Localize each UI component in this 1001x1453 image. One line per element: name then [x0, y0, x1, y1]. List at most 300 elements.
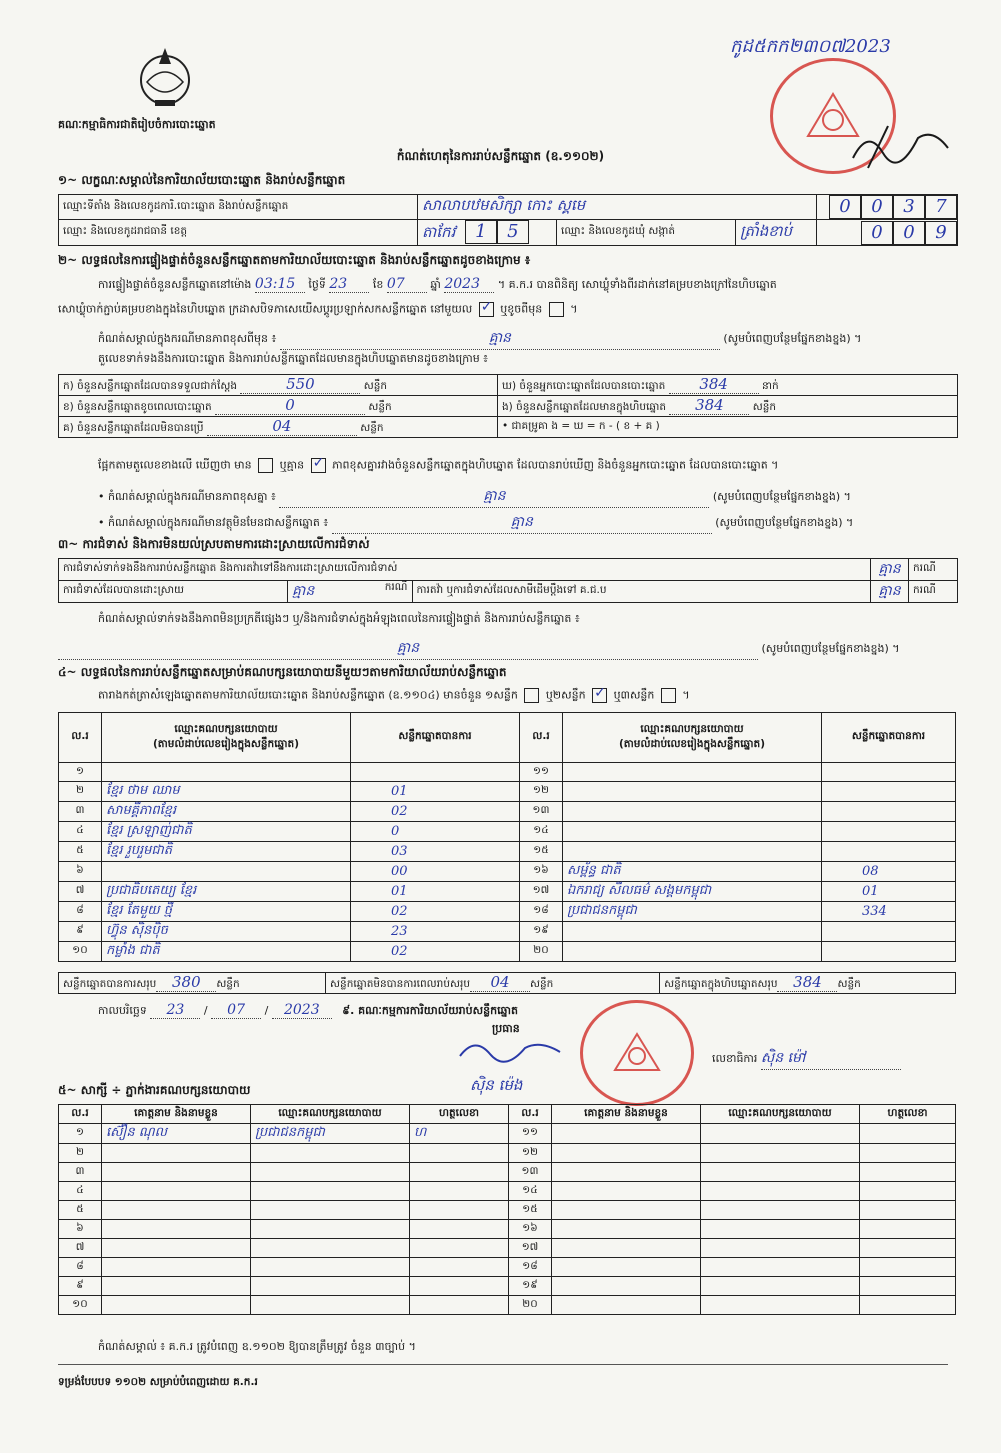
section5-footer-note: កំណត់សម្គាល់ ៖ គ.ក.រ ត្រូវបំពេញ ឧ.១១០២ ឱ្យបានត្រឹមត្រូវ ចំនួន ៣ច្បាប់ ។	[98, 1340, 416, 1353]
total-box-value: 384	[777, 973, 837, 992]
valid-votes: 334	[822, 902, 956, 922]
secretary-label: លេខាធិការ	[712, 1052, 758, 1065]
witness-party	[701, 1124, 860, 1144]
col-name: គោត្តនាម និងនាមខ្លួន	[552, 1105, 701, 1124]
bullet2-value: គ្មាន	[332, 512, 712, 534]
official-stamp-bottom	[580, 1000, 694, 1106]
valid-votes	[822, 802, 956, 822]
witness-row	[59, 1296, 956, 1315]
unit: ករណី	[384, 581, 408, 593]
separator-line	[58, 1364, 948, 1365]
row-no: ៣	[59, 802, 102, 822]
witness-name	[552, 1124, 701, 1144]
witness-name	[102, 1182, 251, 1201]
page-title: កំណត់ហេតុនៃការរាប់សន្លឹកឆ្នោត (ឧ.១១០២)	[396, 149, 605, 163]
witness-party	[701, 1220, 860, 1239]
witness-row	[59, 1239, 956, 1258]
row-no: ១៩	[509, 1277, 552, 1296]
bullet1-value: គ្មាន	[279, 486, 709, 508]
valid-votes: 0	[351, 822, 520, 842]
witness-signature	[410, 1182, 509, 1201]
party-name: ខ្មែរ ស្រឡាញ់ជាតិ	[102, 822, 351, 842]
valid-votes	[351, 763, 520, 782]
verification-time-line	[98, 276, 958, 294]
valid-votes: 01	[351, 882, 520, 902]
row-no: ១៣	[509, 1163, 552, 1182]
valid-votes	[822, 822, 956, 842]
witness-party	[251, 1239, 410, 1258]
witness-signature	[860, 1124, 956, 1144]
witness-signature	[410, 1163, 509, 1182]
witness-row	[59, 1124, 956, 1144]
witness-name	[552, 1182, 701, 1201]
party-name: កម្លាំង ជាតិ	[102, 942, 351, 962]
witness-signature	[410, 1144, 509, 1163]
row-no: ១១	[520, 763, 563, 782]
section3-suffix: (សូមបំពេញបន្ថែមផ្នែកខាងខ្នង) ។	[761, 642, 900, 655]
section1-table	[58, 194, 958, 246]
objection-value: គ្មាន	[871, 559, 909, 581]
row-no: ១២	[509, 1144, 552, 1163]
numbers-row	[59, 396, 958, 417]
witness-signature	[410, 1277, 509, 1296]
row-no: ៧	[59, 882, 102, 902]
results-row	[59, 922, 956, 942]
witness-row	[59, 1201, 956, 1220]
row-no: ១១	[509, 1124, 552, 1144]
row-no: ១៧	[520, 882, 563, 902]
row-label: ឃ) ចំនួនអ្នកបោះឆ្នោតដែលបានបោះឆ្នោត	[502, 380, 666, 392]
secretary-line	[712, 1048, 901, 1070]
col-party	[563, 713, 822, 763]
results-row	[59, 942, 956, 962]
chair-signature	[455, 1036, 565, 1069]
witness-signature	[410, 1239, 509, 1258]
compare-mid: ឬគ្មាន	[279, 458, 305, 472]
row-label: គ) ចំនួនសន្លឹកឆ្នោតដែលមិនបានប្រើ	[63, 422, 204, 434]
committee-label: ៩. គណៈកម្មការការិយាល័យរាប់សន្លឹកឆ្នោត	[342, 1004, 519, 1017]
party-name: ប្រជាធិបតេយ្យ ខ្មែរ	[102, 882, 351, 902]
year-label: ឆ្នាំ	[430, 278, 441, 291]
province-name: តាកែវ	[422, 223, 456, 241]
no-difference-checkbox[interactable]	[311, 458, 326, 473]
code-digit: 0	[861, 221, 893, 245]
attach-line: តារាងកត់ត្រាសំឡេងឆ្នោតតាមការិយាល័យបោះឆ្នោត និងរាប់សន្លឹកឆ្នោត (ឧ.១១០៤) មានចំនួន ១សន្លឹក ឬ២សន្លឹក ✓ ឬ៣សន្លឹក ។	[98, 688, 690, 705]
note-suffix: (សូមបំពេញបន្ថែមផ្នែកខាងខ្នង) ។	[723, 332, 862, 345]
total-box	[660, 973, 956, 994]
row-no: ១៨	[509, 1258, 552, 1277]
valid-votes: 01	[351, 782, 520, 802]
valid-votes: 08	[822, 862, 956, 882]
code-digit: 3	[893, 195, 925, 219]
section3-note: កំណត់សម្គាល់ទាក់ទងនឹងភាពមិនប្រក្រតីផ្សេងៗ ឬ/និងការជំទាស់ក្នុងអំឡុងពេលនៃការផ្ទៀងផ្ទាត់ និងការរាប់សន្លឹកឆ្នោត ៖	[98, 612, 580, 625]
section5-heading: ៥~ សាក្សី ÷ ភ្នាក់ងារគណបក្សនយោបាយ	[58, 1083, 251, 1097]
party-name: ហ៊្វុន ស៊ិនប៉ិច	[102, 922, 351, 942]
witness-name	[552, 1201, 701, 1220]
commune-value: ត្រាំងខាប់	[736, 220, 817, 246]
valid-votes: 02	[351, 902, 520, 922]
valid-votes: 00	[351, 862, 520, 882]
witness-row	[59, 1144, 956, 1163]
row-no: ១០	[59, 1296, 102, 1315]
row-no: ៨	[59, 1258, 102, 1277]
row-no: ១	[59, 763, 102, 782]
row-no: ១	[59, 1124, 102, 1144]
province-value	[418, 220, 557, 246]
witness-name	[102, 1258, 251, 1277]
results-row	[59, 763, 956, 782]
date-line: កាលបរិច្ឆេទ 23 / 07 / 2023 ៩. គណៈកម្មការការិយាល័យរាប់សន្លឹកឆ្នោត	[98, 1002, 519, 1018]
total-invalid	[326, 973, 660, 994]
witness-signature	[860, 1277, 956, 1296]
year-value: 2023	[444, 276, 494, 293]
party-name: ខ្មែរ រួបរួមជាតិ	[102, 842, 351, 862]
received-ballots-value: 550	[240, 375, 360, 394]
code-digit: 9	[925, 221, 957, 245]
total-valid-value: 380	[156, 973, 216, 992]
row-no: ១៧	[509, 1239, 552, 1258]
valid-votes	[822, 942, 956, 962]
witness-name	[102, 1296, 251, 1315]
date-month: 07	[211, 1002, 261, 1019]
unit: ករណី	[909, 559, 958, 581]
valid-votes	[822, 782, 956, 802]
witness-signature	[860, 1220, 956, 1239]
col-party-title: ឈ្មោះគណបក្សនយោបាយ	[640, 722, 744, 735]
section3-note-line	[58, 638, 958, 660]
valid-votes: 02	[351, 802, 520, 822]
row-no: ១៤	[509, 1182, 552, 1201]
one-sheet-checkbox[interactable]	[524, 688, 539, 703]
compare-rest: ភាពខុសគ្នារវាងចំនួនសន្លឹកឆ្នោតក្នុងហិបឆ្នោត ដែលបានរាប់ឃើញ និងចំនួនអ្នកបោះឆ្នោត ដែលបានបោះឆ្នោត ។	[332, 458, 779, 472]
complaint-label: ការតវ៉ា ឬការជំទាស់ដែលសាមីដើមប្ដឹងទៅ គ.ជ.ប	[412, 581, 871, 603]
month-label: ខែ	[372, 278, 384, 291]
bullet2-line	[98, 512, 968, 534]
numbers-intro: តួលេខទាក់ទងនឹងការបោះឆ្នោត និងការរាប់សន្លឹកឆ្នោតដែលមានក្នុងហិបឆ្នោតមានដូចខាងក្រោម ៖	[98, 352, 489, 365]
ballots-in-box-value: 384	[669, 396, 749, 415]
section2-heading: ២~ លទ្ធផលនៃការផ្ទៀងផ្ទាត់ចំនួនសន្លឹកឆ្នោតតាមការិយាល័យបោះឆ្នោត និងរាប់សន្លឹកឆ្នោតដូចខាងក្រោម ៖	[58, 253, 531, 267]
valid-votes	[822, 763, 956, 782]
col-no: ល.រ	[59, 713, 102, 763]
witness-name	[102, 1163, 251, 1182]
note-label: កំណត់សម្គាល់ក្នុងករណីមានភាពខុសពីមុន ៖	[98, 332, 277, 345]
attach-opt2: ឬ២សន្លឹក	[545, 688, 586, 702]
witness-signature	[860, 1296, 956, 1315]
party-name: ខ្មែរ តែមួយ ថ្មី	[102, 902, 351, 922]
code-digit: 7	[925, 195, 957, 219]
witness-party	[701, 1163, 860, 1182]
unused-ballots-value: 04	[207, 417, 357, 436]
witness-signature	[860, 1239, 956, 1258]
bullet1-label: • កំណត់សម្គាល់ក្នុងករណីមានភាពខុសគ្នា ៖	[98, 490, 276, 503]
unit: សន្លឹក	[752, 401, 777, 413]
valid-votes: 02	[351, 942, 520, 962]
row-label: ក) ចំនួនសន្លឹកឆ្នោតដែលបានទទួលជាក់ស្ដែង	[63, 380, 238, 392]
col-party-sub: (តាមលំដាប់លេខរៀងក្នុងសន្លឹកឆ្នោត)	[618, 737, 766, 750]
witness-row	[59, 1163, 956, 1182]
code-digit: 0	[861, 195, 893, 219]
col-no: ល.រ	[509, 1105, 552, 1124]
results-row	[59, 882, 956, 902]
witness-name: ស៊ឿន ណុល	[102, 1124, 251, 1144]
time-label: ការផ្ទៀងផ្ទាត់ចំនួនសន្លឹកឆ្នោតនៅម៉ោង	[98, 278, 252, 291]
col-no: ល.រ	[59, 1105, 102, 1124]
row-no: ១៥	[520, 842, 563, 862]
witness-party	[701, 1182, 860, 1201]
unit: សន្លឹក	[837, 978, 861, 990]
witness-row	[59, 1258, 956, 1277]
results-row	[59, 782, 956, 802]
col-votes: សន្លឹកឆ្នោតបានការ	[822, 713, 956, 763]
province-digit: 1	[465, 220, 497, 244]
results-row	[59, 842, 956, 862]
witness-row	[59, 1220, 956, 1239]
witness-signature	[410, 1201, 509, 1220]
results-row	[59, 862, 956, 882]
witness-row	[59, 1277, 956, 1296]
witness-signature	[860, 1144, 956, 1163]
section4-heading: ៤~ លទ្ធផលនៃការរាប់សន្លឹកឆ្នោតសម្រាប់គណបក្សនយោបាយនីមួយៗតាមការិយាល័យរាប់សន្លឹកឆ្នោត	[58, 665, 507, 679]
spoiled-ballots-value: 0	[215, 396, 365, 415]
witness-party	[251, 1201, 410, 1220]
damaged-label: ឬខូចពីមុន	[500, 302, 543, 316]
section1-heading: ១~ លក្ខណៈសម្គាល់នៃការិយាល័យបោះឆ្នោត និងរាប់សន្លឹកឆ្នោត	[58, 173, 346, 187]
col-party-sub: (តាមលំដាប់លេខរៀងក្នុងសន្លឹកឆ្នោត)	[152, 737, 300, 750]
section3-note-value: គ្មាន	[58, 638, 758, 660]
witness-party	[701, 1239, 860, 1258]
attach-opt3: ឬ៣សន្លឹក	[613, 688, 655, 702]
party-name	[102, 763, 351, 782]
para1-line2-text: សោឃ្លុំចាក់ភ្ជាប់គម្របខាងក្នុងនៃហិបឆ្នោត ក្រដាសបិទភាសេយើសប្ដូរប្រឡាក់សកសន្លឹកឆ្នោត នៅមួយល	[58, 302, 473, 316]
damaged-checkbox[interactable]	[549, 302, 564, 317]
difference-note-line	[98, 328, 958, 350]
witness-signature	[410, 1220, 509, 1239]
witness-signature	[410, 1258, 509, 1277]
form-footer: ទម្រង់បែបបទ ១១០២ សម្រាប់បំពេញដោយ គ.ក.រ	[58, 1376, 258, 1388]
row-no: ៦	[59, 1220, 102, 1239]
row-no: ៥	[59, 1201, 102, 1220]
witness-signature	[860, 1201, 956, 1220]
party-name	[102, 862, 351, 882]
valid-votes	[822, 842, 956, 862]
row-no: ៤	[59, 822, 102, 842]
province-label: ឈ្មោះ និងលេខកូដរាជធានី ខេត្ត	[59, 220, 418, 246]
secretary-name: ស៊ិន ម៉ៅ	[761, 1048, 901, 1070]
witness-party	[701, 1144, 860, 1163]
attach-text: តារាងកត់ត្រាសំឡេងឆ្នោតតាមការិយាល័យបោះឆ្នោត និងរាប់សន្លឹកឆ្នោត (ឧ.១១០៤) មានចំនួន ១សន្លឹក	[98, 688, 518, 702]
row-label: ង) ចំនួនសន្លឹកឆ្នោតដែលមានក្នុងហិបឆ្នោត	[502, 401, 667, 413]
witness-party	[701, 1296, 860, 1315]
day-label: ថ្ងៃទី	[308, 278, 326, 291]
unit: សន្លឹក	[363, 380, 388, 392]
commission-name: គណៈកម្មាធិការជាតិរៀបចំការបោះឆ្នោត	[58, 118, 216, 131]
two-sheets-checkbox[interactable]	[592, 688, 607, 703]
party-name	[563, 763, 822, 782]
location-value: សាលាបឋមសិក្សា កោះ ស្គមេ	[418, 195, 817, 220]
unit: នាក់	[761, 380, 779, 392]
witness-signature	[860, 1182, 956, 1201]
row-no: ៣	[59, 1163, 102, 1182]
section3-heading: ៣~ ការជំទាស់ និងការមិនយល់ស្របតាមការដោះស្រាយលើការជំទាស់	[58, 537, 370, 551]
valid-votes: 23	[351, 922, 520, 942]
province-digit: 5	[497, 220, 529, 244]
witness-party	[701, 1258, 860, 1277]
witness-party	[251, 1182, 410, 1201]
intact-checkbox[interactable]	[479, 302, 494, 317]
row-no: ១៥	[509, 1201, 552, 1220]
row-no: ១៣	[520, 802, 563, 822]
resolved-label: ការជំទាស់ដែលបានដោះស្រាយ	[59, 581, 288, 603]
party-name	[563, 942, 822, 962]
witness-name	[552, 1239, 701, 1258]
col-party: ឈ្មោះគណបក្សនយោបាយ	[701, 1105, 860, 1124]
witness-name	[552, 1277, 701, 1296]
bullet1-line	[98, 486, 968, 508]
col-sign: ហត្ថលេខា	[410, 1105, 509, 1124]
bullet2-suffix: (សូមបំពេញបន្ថែមផ្នែកខាងខ្នង) ។	[715, 516, 854, 529]
resolved-text: គ្មាន	[292, 583, 315, 599]
witness-row	[59, 1182, 956, 1201]
date-day: 23	[150, 1002, 200, 1019]
top-handwriting: កូដ៥កក២៣០៧2023	[730, 36, 891, 57]
witness-party	[251, 1277, 410, 1296]
row-no: ៩	[59, 922, 102, 942]
voters-value: 384	[669, 375, 759, 394]
date-label: កាលបរិច្ឆេទ	[98, 1004, 147, 1017]
para1-rest: ។ គ.ក.រ បានពិនិត្យ សោឃ្លុំទាំងពីរដាក់នៅគម្របខាងក្រៅនៃហិបឆ្នោត	[497, 278, 777, 291]
row-no: ៨	[59, 902, 102, 922]
objection-label: ការជំទាស់ទាក់ទងនឹងការរាប់សន្លឹកឆ្នោត និងការតវ៉ាទៅនឹងការដោះស្រាយលើការជំទាស់	[59, 559, 871, 581]
witness-party	[251, 1258, 410, 1277]
bullet1-suffix: (សូមបំពេញបន្ថែមផ្នែកខាងខ្នង) ។	[712, 490, 851, 503]
bullet2-label: • កំណត់សម្គាល់ក្នុងករណីមានវត្ថុមិនមែនជាសន្លឹកឆ្នោត ៖	[98, 516, 329, 529]
code-digit: 0	[829, 195, 861, 219]
witness-party	[251, 1144, 410, 1163]
witness-name	[102, 1220, 251, 1239]
objections-table	[58, 558, 958, 603]
col-no: ល.រ	[520, 713, 563, 763]
party-name: ខ្មែរ ថាម ឈាម	[102, 782, 351, 802]
row-no: ៩	[59, 1277, 102, 1296]
witness-party	[251, 1163, 410, 1182]
row-no: ១៨	[520, 902, 563, 922]
code-digit: 0	[893, 221, 925, 245]
complaint-value: គ្មាន	[871, 581, 909, 603]
row-no: ៥	[59, 842, 102, 862]
total-valid-label: សន្លឹកឆ្នោតបានការសរុប	[63, 978, 157, 990]
results-row	[59, 902, 956, 922]
col-party: ឈ្មោះគណបក្សនយោបាយ	[251, 1105, 410, 1124]
unit: សន្លឹក	[216, 978, 240, 990]
witness-name	[102, 1201, 251, 1220]
witness-name	[552, 1220, 701, 1239]
numbers-row	[59, 375, 958, 396]
three-sheets-checkbox[interactable]	[661, 688, 676, 703]
time-value: 03:15	[255, 276, 305, 293]
party-name	[563, 842, 822, 862]
party-name	[563, 782, 822, 802]
totals-table	[58, 972, 956, 994]
party-name: ប្រជាជនកម្ពុជា	[563, 902, 822, 922]
witness-name	[102, 1144, 251, 1163]
row-no: ១០	[59, 942, 102, 962]
row-no: ១៦	[509, 1220, 552, 1239]
resolved-value	[288, 581, 413, 603]
unit: សន្លឹក	[360, 422, 384, 434]
witness-name	[552, 1258, 701, 1277]
row-no: ១៩	[520, 922, 563, 942]
numbers-row	[59, 417, 958, 438]
witness-party	[251, 1296, 410, 1315]
witness-party: ប្រជាជនកម្ពុជា	[251, 1124, 410, 1144]
results-table	[58, 712, 956, 962]
witness-signature	[410, 1296, 509, 1315]
compare-label: ផ្អែកតាមតួលេខខាងលើ ឃើញថា មាន	[98, 458, 252, 472]
witness-signature: ហ	[410, 1124, 509, 1144]
location-label: ឈ្មោះទីតាំង និងលេខកូដការិ.បោះឆ្នោត និងរាប់សន្លឹកឆ្នោត	[59, 195, 418, 220]
unit: ករណី	[909, 581, 958, 603]
col-votes: សន្លឹកឆ្នោតបានការ	[351, 713, 520, 763]
witness-name	[552, 1144, 701, 1163]
national-emblem	[133, 42, 197, 112]
para1-line2: សោឃ្លុំចាក់ភ្ជាប់គម្របខាងក្នុងនៃហិបឆ្នោត ក្រដាសបិទភាសេយើសប្ដូរប្រឡាក់សកសន្លឹកឆ្នោត នៅមួយល ✓ ឬខូចពីមុន ។	[58, 302, 577, 319]
witness-party	[701, 1201, 860, 1220]
row-no: ២	[59, 1144, 102, 1163]
row-no: ១២	[520, 782, 563, 802]
party-name: ឯករាជ្យ សីលធម៌ សង្គមកម្ពុជា	[563, 882, 822, 902]
witness-party	[701, 1277, 860, 1296]
note-value: គ្មាន	[280, 328, 720, 350]
party-name	[563, 802, 822, 822]
party-name	[563, 922, 822, 942]
valid-votes: 03	[351, 842, 520, 862]
witness-name	[552, 1163, 701, 1182]
row-no: ៤	[59, 1182, 102, 1201]
witness-name	[102, 1239, 251, 1258]
numbers-table	[58, 374, 958, 438]
has-difference-checkbox[interactable]	[258, 458, 273, 473]
party-name: សម្ព័ន្ធ ជាតិ	[563, 862, 822, 882]
row-no: ១៤	[520, 822, 563, 842]
row-no: ២០	[509, 1296, 552, 1315]
witness-table	[58, 1104, 956, 1315]
row-no: ២	[59, 782, 102, 802]
chair-label: ប្រធាន	[492, 1022, 520, 1035]
unit: សន្លឹក	[530, 978, 554, 990]
date-year: 2023	[272, 1002, 332, 1019]
chair-name: ស៊ិន ម៉េង	[470, 1076, 523, 1094]
unit: សន្លឹក	[368, 401, 392, 413]
results-row	[59, 822, 956, 842]
row-no: ៧	[59, 1239, 102, 1258]
col-name: គោត្តនាម និងនាមខ្លួន	[102, 1105, 251, 1124]
witness-signature	[860, 1258, 956, 1277]
col-party-title: ឈ្មោះគណបក្សនយោបាយ	[174, 722, 278, 735]
formula: • ជាគម្រូគា ង = ឃ = ក - ( ខ + គ )	[498, 417, 958, 438]
location-code	[817, 195, 958, 220]
witness-name	[552, 1296, 701, 1315]
total-invalid-value: 04	[470, 973, 530, 992]
compare-line	[98, 458, 968, 475]
total-box-label: សន្លឹកឆ្នោតក្នុងហិបឆ្នោតសរុប	[664, 978, 778, 990]
col-sign: ហត្ថលេខា	[860, 1105, 956, 1124]
month-value: 07	[387, 276, 427, 293]
witness-party	[251, 1220, 410, 1239]
total-invalid-label: សន្លឹកឆ្នោតមិនបានការពេលរាប់សរុប	[330, 978, 470, 990]
row-label: ខ) ចំនួនសន្លឹកឆ្នោតខូចពេលបោះឆ្នោត	[63, 401, 212, 413]
party-name: សាមគ្គីភាពខ្មែរ	[102, 802, 351, 822]
valid-votes: 01	[822, 882, 956, 902]
